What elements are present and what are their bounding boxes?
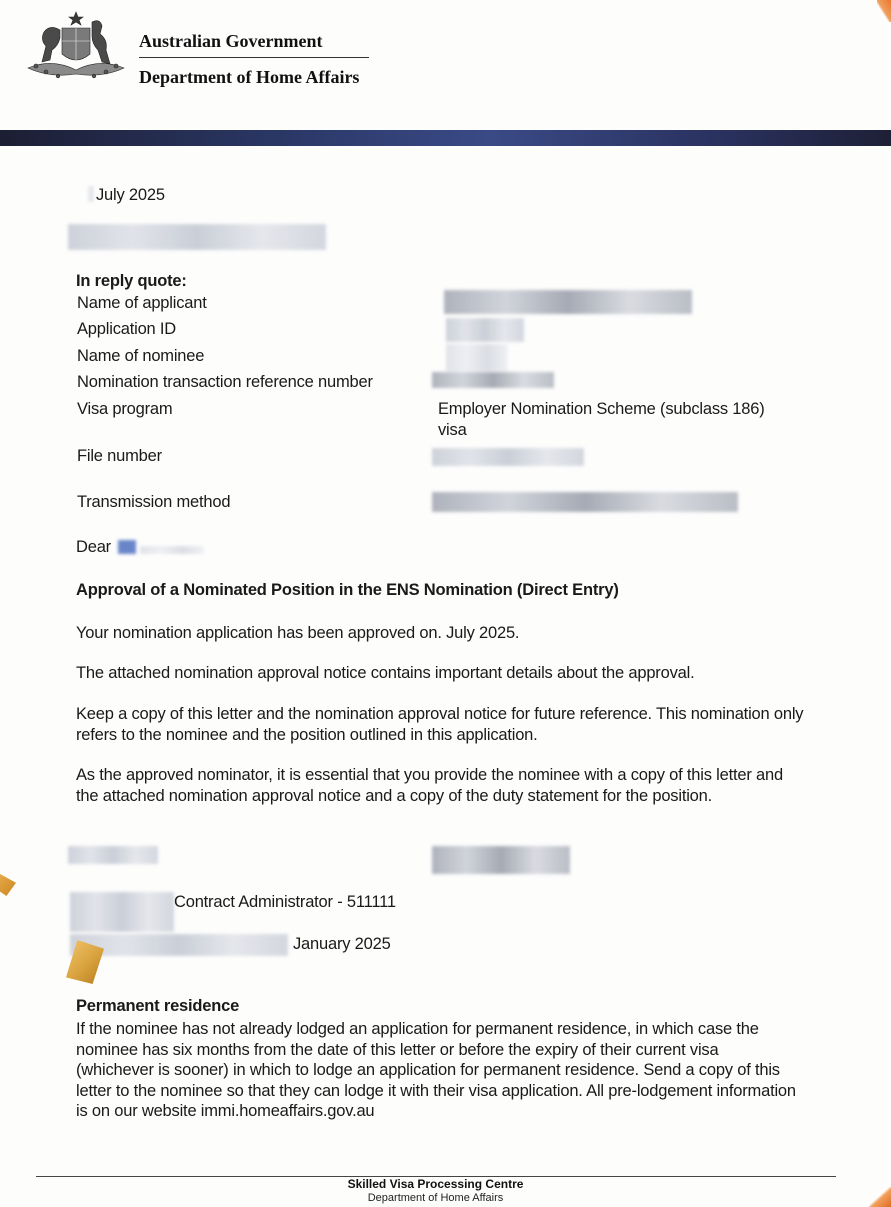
lodged-date-value: January 2025: [293, 935, 391, 953]
commonwealth-coat-of-arms-icon: [22, 10, 130, 86]
redaction-block-right: [432, 846, 570, 874]
redaction-block-left: [68, 846, 158, 864]
header-band: [0, 130, 891, 146]
redaction-salutation-rest: [140, 546, 204, 554]
footer-centre: Skilled Visa Processing Centre: [347, 1177, 524, 1191]
visa-program-value-line-2: visa: [438, 421, 467, 439]
label-transmission-method: Transmission method: [77, 493, 231, 511]
redaction-application-id: [446, 318, 524, 342]
reply-heading: In reply quote:: [76, 272, 187, 290]
paragraph-nominator-duty: As the approved nominator, it is essential that you provide the nominee with a copy of this letter and the attached nomination approval notice and a copy of the duty statement for the position.: [76, 766, 783, 805]
label-name-of-nominee: Name of nominee: [77, 347, 205, 365]
label-file-number: File number: [77, 447, 162, 465]
pr-heading: Permanent residence: [76, 997, 240, 1015]
paragraph-keep-copy: Keep a copy of this letter and the nomination approval notice for future reference. This nomination only refers to the nominee and the position outlined in this application.: [76, 705, 804, 744]
letter-subject: Approval of a Nominated Position in the ENS Nomination (Direct Entry): [76, 581, 619, 599]
visa-program-value-line-1: Employer Nomination Scheme (subclass 186): [438, 400, 765, 418]
paragraph-approval-notice: The attached nomination approval notice contains important details about the approval.: [76, 664, 695, 682]
footer-department: Department of Home Affairs: [367, 1192, 504, 1204]
salutation: Dear: [76, 538, 111, 556]
corner-tab-top-right: [877, 0, 891, 22]
paragraph-approved-on: Your nomination application has been approved on. July 2025.: [76, 624, 520, 642]
redaction-nominee: [446, 344, 508, 372]
redaction-file-number: [432, 448, 584, 466]
redaction-recipient: [68, 224, 326, 250]
pr-paragraph: If the nominee has not already lodged an application for permanent residence, in which case the nominee has six months from the date of this letter or before the expiry of their current visa (whichever is sooner) in which to lodge an application for permanent residence. Send a copy of this letter to the nominee so that they can lodge it with their visa application. All pre-lodgement information is on our website immi.homeaffairs.gov.au: [76, 1020, 796, 1120]
government-title: Australian Government: [139, 31, 323, 51]
redaction-transmission-method: [432, 492, 738, 512]
sticky-tab-left: [0, 874, 16, 896]
label-application-id: Application ID: [77, 320, 177, 338]
letter-date: July 2025: [96, 186, 165, 204]
redaction-transaction-reference: [432, 372, 554, 388]
redaction-salutation-name: [118, 540, 136, 554]
redaction-applicant: [444, 290, 692, 314]
label-name-of-applicant: Name of applicant: [77, 294, 207, 312]
label-visa-program: Visa program: [77, 400, 173, 418]
corner-tab-bottom-right: [869, 1187, 891, 1207]
label-transaction-reference: Nomination transaction reference number: [77, 373, 373, 391]
header-divider: [139, 57, 369, 58]
department-title: Department of Home Affairs: [139, 67, 360, 87]
redaction-occupation-label: [70, 892, 174, 932]
redaction-day: [88, 186, 94, 202]
occupation-value: Contract Administrator - 511111: [174, 893, 396, 911]
